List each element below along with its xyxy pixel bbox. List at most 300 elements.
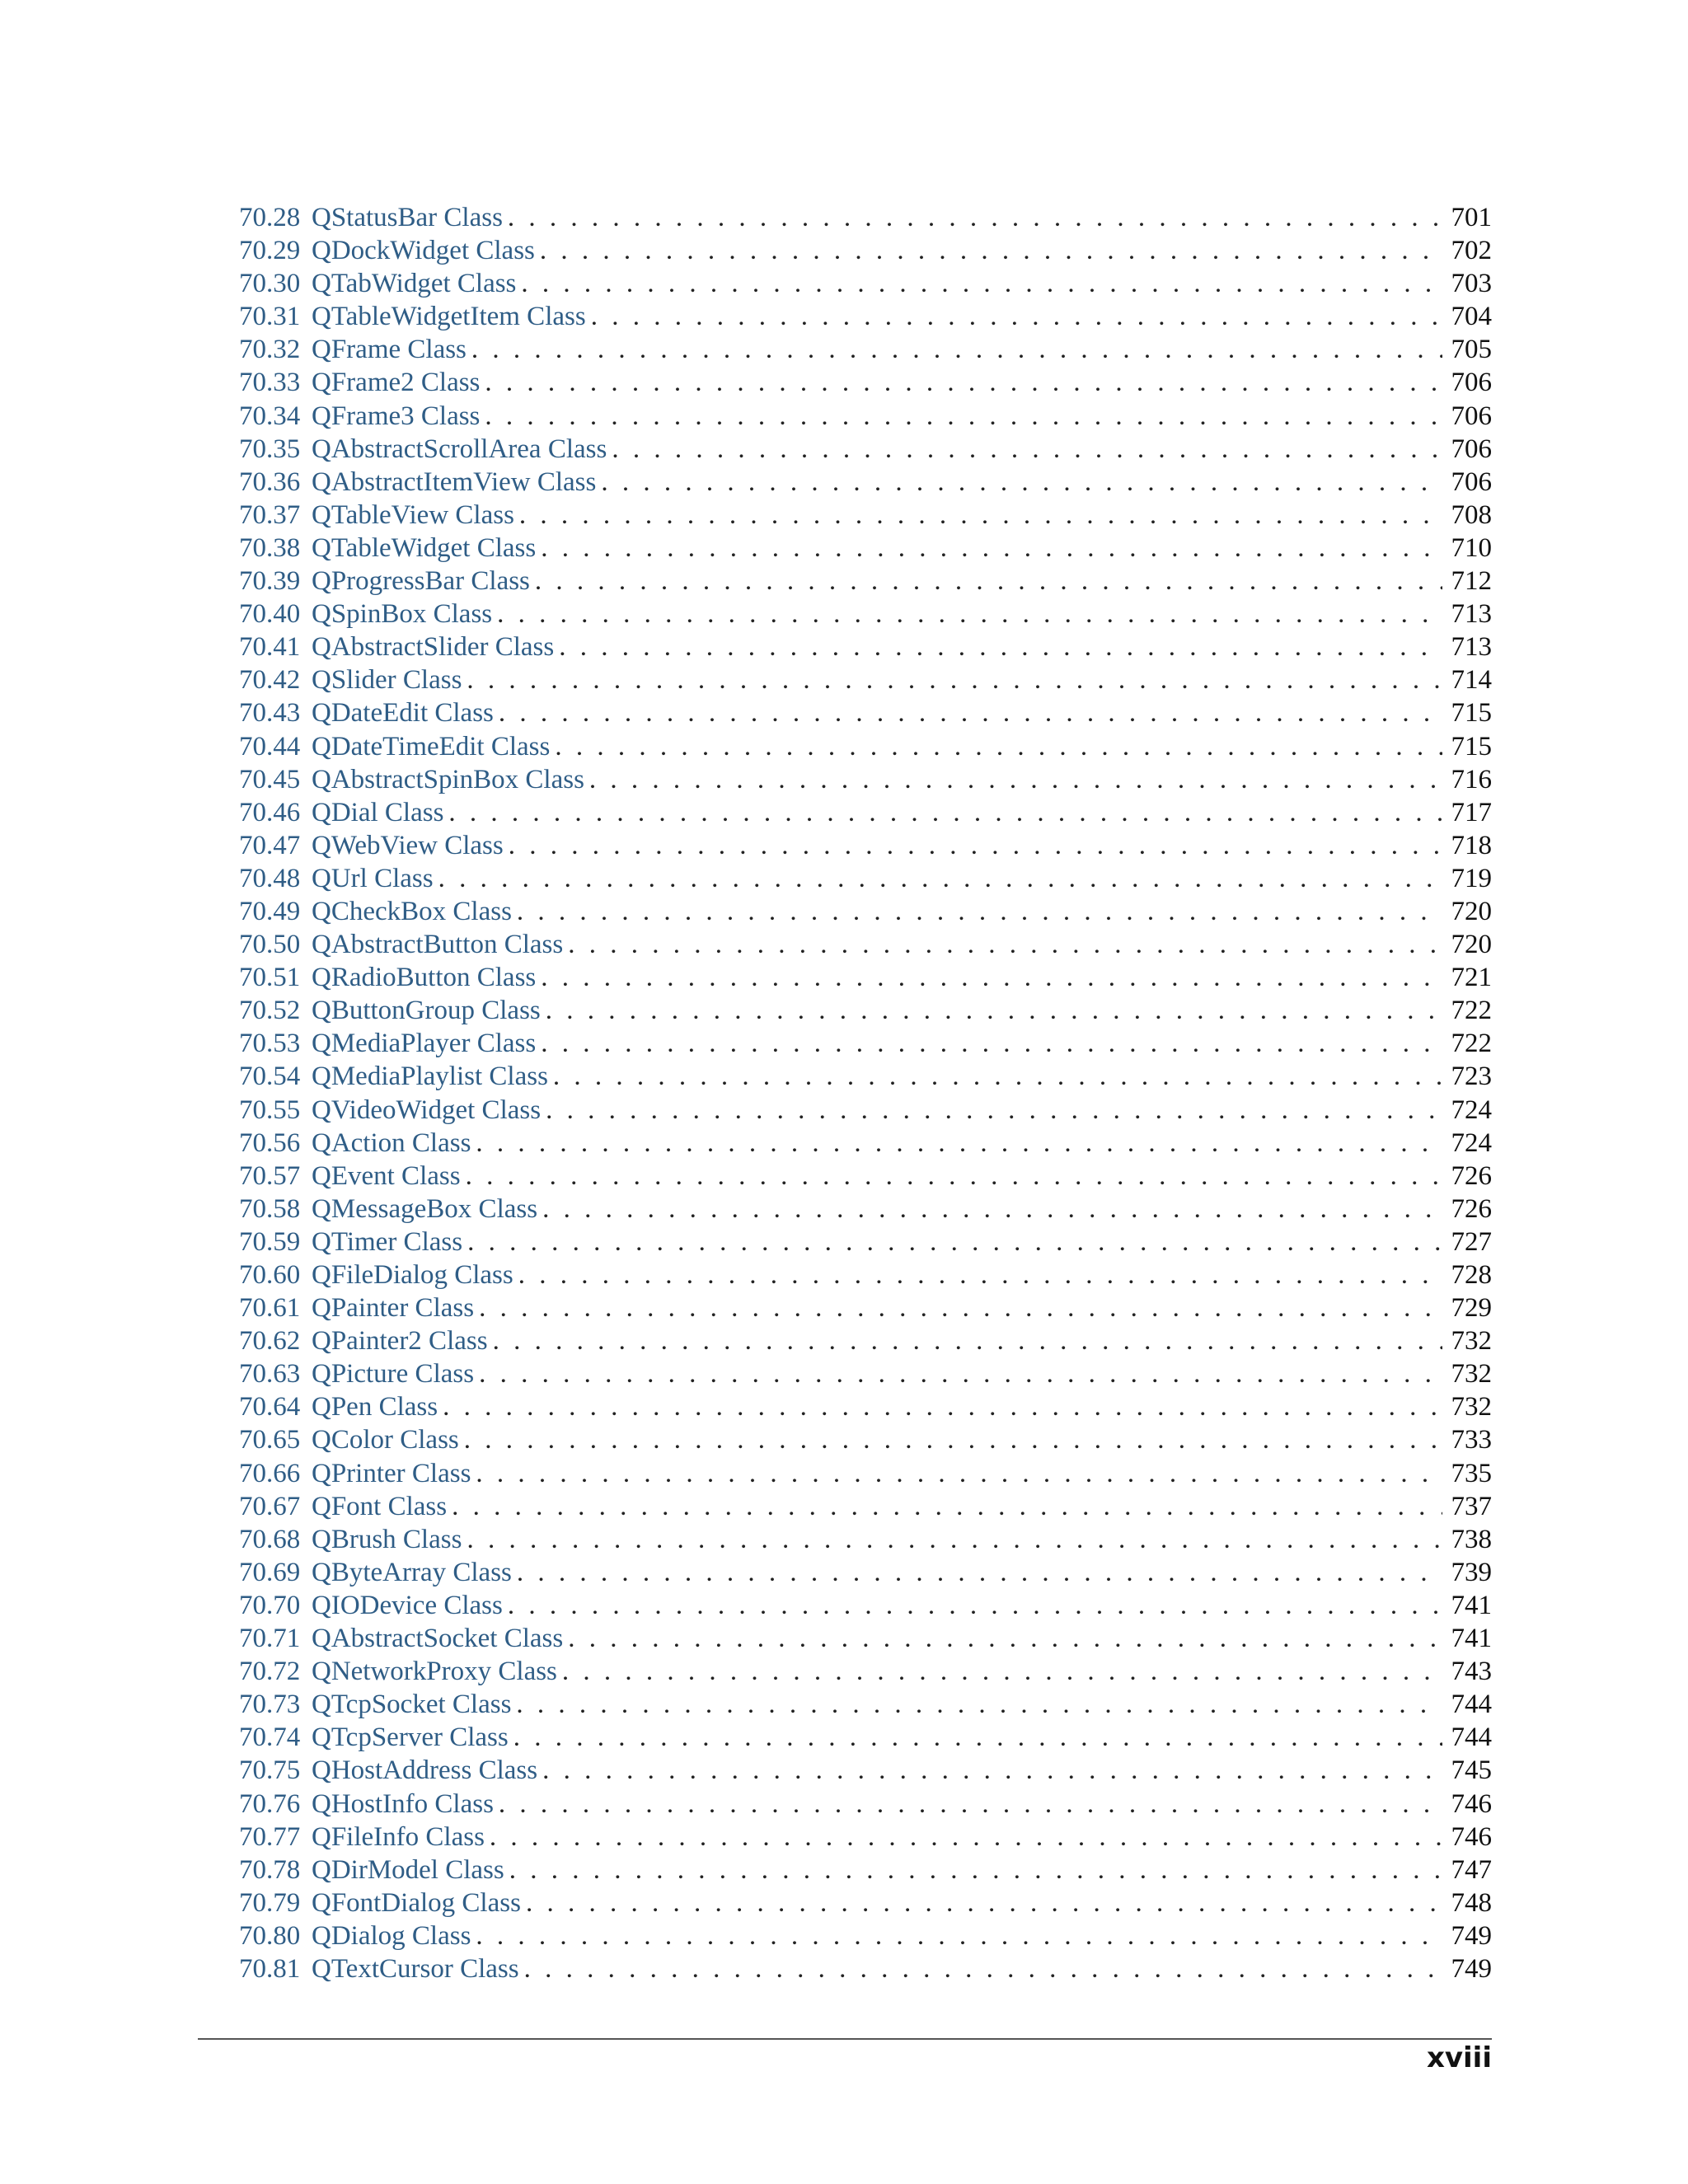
toc-entry-title: QFrame3 Class (312, 401, 481, 431)
toc-entry-title: QVideoWidget Class (312, 1094, 542, 1125)
toc-entry-title: QHostInfo Class (312, 1788, 494, 1819)
dot-leader (471, 333, 1442, 366)
dot-leader (542, 1754, 1442, 1787)
toc-entry (239, 565, 1492, 598)
dot-leader (546, 1094, 1442, 1127)
toc-entry-page: 723 (1451, 1062, 1492, 1092)
toc-entry-link[interactable] (239, 201, 503, 234)
toc-entry-number: 70.54 (239, 1062, 301, 1092)
toc-entry-title: QTableWidget Class (312, 532, 537, 563)
toc-entry (239, 630, 1492, 663)
toc-entry (239, 1754, 1492, 1787)
toc-entry-title: QStatusBar Class (312, 203, 503, 232)
toc-entry-number: 70.34 (239, 401, 301, 431)
toc-entry-title: QMediaPlayer Class (312, 1029, 537, 1059)
toc-entry-number: 70.81 (239, 1953, 301, 1984)
dot-leader (513, 1721, 1442, 1754)
toc-entry-page: 715 (1451, 731, 1492, 762)
toc-entry-title: QNetworkProxy Class (312, 1657, 557, 1687)
toc-entry-number: 70.56 (239, 1127, 301, 1158)
toc-entry (239, 1094, 1492, 1127)
toc-entry-number: 70.29 (239, 236, 301, 266)
toc-entry-number: 70.44 (239, 731, 301, 762)
toc-entry-link[interactable] (239, 1193, 537, 1226)
toc-entry-page: 746 (1451, 1821, 1492, 1852)
toc-entry-page: 739 (1451, 1557, 1492, 1587)
toc-entry-link[interactable] (239, 1523, 462, 1556)
toc-entry-number: 70.80 (239, 1920, 301, 1951)
dot-leader (541, 532, 1442, 565)
dot-leader (464, 1423, 1442, 1456)
toc-entry-title: QPrinter Class (312, 1458, 471, 1488)
toc-entry (239, 1589, 1492, 1622)
toc-entry-number: 70.71 (239, 1624, 301, 1654)
toc-entry-title: QFrame Class (312, 335, 467, 365)
dot-leader (542, 1193, 1442, 1226)
toc-entry-link[interactable] (239, 1556, 512, 1589)
toc-entry-link[interactable] (239, 1094, 541, 1127)
toc-entry-link[interactable] (239, 1821, 485, 1854)
toc-entry-number: 70.42 (239, 665, 301, 696)
toc-entry-link[interactable] (239, 1952, 519, 1985)
dot-leader (499, 696, 1442, 729)
toc-entry-number: 70.50 (239, 930, 301, 960)
dot-leader (485, 366, 1442, 399)
toc-entry-page: 743 (1451, 1657, 1492, 1687)
toc-entry-number: 70.76 (239, 1788, 301, 1819)
toc-entry-number: 70.39 (239, 566, 301, 597)
toc-entry (239, 1060, 1492, 1093)
toc-entry-number: 70.55 (239, 1094, 301, 1125)
toc-entry-page: 702 (1451, 236, 1492, 266)
toc-entry (239, 1423, 1492, 1456)
toc-entry-link[interactable] (239, 565, 530, 598)
toc-entry-page: 706 (1451, 368, 1492, 398)
toc-entry-title: QPicture Class (312, 1359, 475, 1390)
toc-entry-link[interactable] (239, 1622, 563, 1655)
toc-entry-title: QAbstractScrollArea Class (312, 434, 607, 464)
toc-entry-number: 70.63 (239, 1359, 301, 1390)
toc-entry (239, 730, 1492, 763)
toc-entry-link[interactable] (239, 366, 480, 399)
toc-entry-title: QButtonGroup Class (312, 996, 541, 1026)
dot-leader (591, 300, 1442, 333)
toc-entry-number: 70.28 (239, 203, 301, 232)
toc-entry-title: QMessageBox Class (312, 1193, 538, 1224)
dot-leader (535, 565, 1442, 598)
toc-entry-link[interactable] (239, 267, 516, 300)
toc-entry-page: 713 (1451, 632, 1492, 663)
toc-entry (239, 333, 1492, 366)
toc-entry-title: QPen Class (312, 1392, 438, 1422)
toc-entry-link[interactable] (239, 400, 480, 433)
toc-entry-number: 70.45 (239, 764, 301, 794)
toc-entry-title: QTextCursor Class (312, 1953, 519, 1984)
toc-entry-page: 722 (1451, 1029, 1492, 1059)
toc-entry-link[interactable] (239, 1754, 537, 1787)
toc-entry (239, 763, 1492, 796)
toc-entry-link[interactable] (239, 433, 607, 466)
toc-entry-page: 726 (1451, 1160, 1492, 1191)
toc-entry-page: 745 (1451, 1755, 1492, 1786)
dot-leader (497, 598, 1442, 630)
toc-entry-number: 70.62 (239, 1326, 301, 1357)
toc-entry-page: 721 (1451, 963, 1492, 993)
toc-entry-link[interactable] (239, 1788, 494, 1821)
toc-entry-title: QCheckBox Class (312, 896, 512, 926)
toc-entry (239, 1919, 1492, 1952)
dot-leader (612, 433, 1442, 466)
toc-entry-page: 732 (1451, 1326, 1492, 1357)
toc-entry-title: QFileDialog Class (312, 1260, 513, 1290)
toc-entry-link[interactable] (239, 532, 536, 565)
toc-entry-title: QDateTimeEdit Class (312, 731, 551, 762)
toc-entry (239, 862, 1492, 895)
toc-entry-title: QWebView Class (312, 830, 504, 860)
toc-entry-title: QIODevice Class (312, 1590, 503, 1620)
dot-leader (479, 1291, 1442, 1324)
toc-entry-link[interactable] (239, 862, 434, 895)
dot-leader (476, 1919, 1442, 1952)
toc-entry-page: 714 (1451, 665, 1492, 696)
toc-entry-number: 70.75 (239, 1755, 301, 1786)
toc-entry-title: QAbstractButton Class (312, 930, 564, 960)
toc-entry-number: 70.57 (239, 1160, 301, 1191)
toc-entry-page: 748 (1451, 1887, 1492, 1918)
toc-entry-number: 70.59 (239, 1226, 301, 1257)
toc-entry-number: 70.65 (239, 1425, 301, 1455)
toc-entry (239, 1291, 1492, 1324)
toc-entry (239, 201, 1492, 234)
dot-leader (568, 1622, 1442, 1655)
toc-entry-link[interactable] (239, 1357, 474, 1390)
toc-entry (239, 1788, 1492, 1821)
toc-entry-link[interactable] (239, 598, 492, 630)
toc-entry (239, 598, 1492, 630)
toc-entry-number: 70.47 (239, 830, 301, 860)
toc-entry-link[interactable] (239, 1589, 503, 1622)
toc-entry-link[interactable] (239, 300, 586, 333)
toc-entry-number: 70.33 (239, 368, 301, 398)
toc-entry-link[interactable] (239, 1457, 471, 1490)
toc-entry-title: QRadioButton Class (312, 963, 537, 993)
toc-entry-number: 70.74 (239, 1722, 301, 1753)
toc-entry-title: QPainter2 Class (312, 1326, 488, 1357)
toc-entry-number: 70.61 (239, 1293, 301, 1324)
dot-leader (518, 1258, 1442, 1291)
toc-entry-link[interactable] (239, 1886, 521, 1919)
toc-entry-page: 720 (1451, 930, 1492, 960)
toc-entry-number: 70.40 (239, 599, 301, 630)
dot-leader (493, 1324, 1442, 1357)
toc-entry (239, 300, 1492, 333)
dot-leader (555, 730, 1442, 763)
toc-entry-link[interactable] (239, 994, 541, 1027)
toc-entry-number: 70.36 (239, 466, 301, 497)
toc-entry-page: 744 (1451, 1722, 1492, 1753)
dot-leader (467, 1523, 1442, 1556)
toc-entry-page: 727 (1451, 1226, 1492, 1257)
toc-entry (239, 1556, 1492, 1589)
dot-leader (562, 1655, 1442, 1688)
dot-leader (568, 928, 1442, 961)
toc-entry-title: QFontDialog Class (312, 1887, 521, 1918)
toc-entry (239, 1390, 1492, 1423)
dot-leader (509, 1854, 1442, 1886)
dot-leader (490, 1821, 1442, 1854)
toc-entry-link[interactable] (239, 1688, 511, 1721)
toc-entry-link[interactable] (239, 333, 467, 366)
dot-leader (559, 630, 1442, 663)
toc-entry-number: 70.43 (239, 698, 301, 729)
toc-entry-number: 70.77 (239, 1821, 301, 1852)
toc-entry-title: QEvent Class (312, 1160, 461, 1191)
dot-leader (541, 1027, 1442, 1060)
toc-entry-link[interactable] (239, 796, 443, 829)
toc-entry-title: QByteArray Class (312, 1557, 512, 1587)
toc-entry-link[interactable] (239, 1490, 447, 1523)
toc-entry-number: 70.49 (239, 896, 301, 926)
dot-leader (479, 1357, 1442, 1390)
toc-entry (239, 1821, 1492, 1854)
toc-entry-page: 718 (1451, 830, 1492, 860)
toc-entry-title: QAbstractItemView Class (312, 466, 597, 497)
toc-entry-page: 746 (1451, 1788, 1492, 1819)
toc-entry-link[interactable] (239, 1027, 536, 1060)
toc-entry-page: 710 (1451, 532, 1492, 563)
toc-entry (239, 994, 1492, 1027)
toc-entry-page: 712 (1451, 566, 1492, 597)
toc-entry-page: 713 (1451, 599, 1492, 630)
toc-entry-number: 70.64 (239, 1392, 301, 1422)
toc-entry (239, 1688, 1492, 1721)
toc-entry-page: 717 (1451, 797, 1492, 827)
toc-entry-title: QAction Class (312, 1127, 471, 1158)
toc-entry-number: 70.38 (239, 532, 301, 563)
toc-entry-title: QAbstractSlider Class (312, 632, 555, 663)
toc-entry (239, 696, 1492, 729)
toc-entry (239, 961, 1492, 994)
dot-leader (553, 1060, 1442, 1093)
toc-entry (239, 1523, 1492, 1556)
toc-entry (239, 267, 1492, 300)
toc-entry (239, 663, 1492, 696)
toc-entry-number: 70.67 (239, 1491, 301, 1521)
toc-entry (239, 1655, 1492, 1688)
toc-entry-link[interactable] (239, 928, 563, 961)
toc-entry-page: 706 (1451, 466, 1492, 497)
toc-entry-number: 70.41 (239, 632, 301, 663)
dot-leader (589, 763, 1442, 796)
dot-leader (499, 1788, 1442, 1821)
toc-entry-link[interactable] (239, 1324, 488, 1357)
toc-entry (239, 234, 1492, 267)
toc-entry (239, 1622, 1492, 1655)
toc-entry-title: QTimer Class (312, 1226, 463, 1257)
toc-entry (239, 1457, 1492, 1490)
dot-leader (516, 1688, 1442, 1721)
toc-entry-page: 741 (1451, 1624, 1492, 1654)
toc-entry-link[interactable] (239, 499, 514, 532)
toc-entry-link[interactable] (239, 730, 550, 763)
toc-entry-title: QTableView Class (312, 499, 514, 530)
toc-entry-page: 728 (1451, 1260, 1492, 1290)
toc-entry-link[interactable] (239, 1060, 548, 1093)
toc-entry-page: 706 (1451, 434, 1492, 464)
toc-entry (239, 366, 1492, 399)
toc-entry-page: 703 (1451, 269, 1492, 299)
toc-entry-link[interactable] (239, 763, 584, 796)
dot-leader (508, 1589, 1442, 1622)
toc-entry-link[interactable] (239, 1919, 471, 1952)
toc-entry-link[interactable] (239, 234, 535, 267)
dot-leader (601, 466, 1442, 499)
toc-entry (239, 1226, 1492, 1258)
toc-entry-link[interactable] (239, 1226, 462, 1258)
toc-entry-number: 70.60 (239, 1260, 301, 1290)
dot-leader (508, 201, 1442, 234)
dot-leader (521, 267, 1442, 300)
toc-entry-page: 715 (1451, 698, 1492, 729)
toc-entry-link[interactable] (239, 1423, 459, 1456)
toc-entry-page: 719 (1451, 863, 1492, 893)
toc-entry-number: 70.37 (239, 499, 301, 530)
toc-entry-link[interactable] (239, 1390, 438, 1423)
toc-entry-link[interactable] (239, 466, 596, 499)
toc-entry (239, 1160, 1492, 1193)
toc-entry-title: QDateEdit Class (312, 698, 494, 729)
toc-entry-title: QSlider Class (312, 665, 462, 696)
table-of-contents (239, 201, 1492, 1985)
dot-leader (438, 862, 1442, 895)
toc-entry-number: 70.31 (239, 302, 301, 332)
toc-entry (239, 1886, 1492, 1919)
toc-entry-title: QDockWidget Class (312, 236, 535, 266)
toc-entry-page: 701 (1451, 203, 1492, 232)
toc-entry-title: QSpinBox Class (312, 599, 493, 630)
toc-entry-title: QFileInfo Class (312, 1821, 485, 1852)
toc-entry-page: 733 (1451, 1425, 1492, 1455)
toc-entry-number: 70.78 (239, 1854, 301, 1885)
toc-entry-title: QDirModel Class (312, 1854, 504, 1885)
toc-entry-page: 749 (1451, 1953, 1492, 1984)
toc-entry (239, 1721, 1492, 1754)
toc-entry (239, 1952, 1492, 1985)
toc-entry-title: QUrl Class (312, 863, 434, 893)
toc-entry-number: 70.70 (239, 1590, 301, 1620)
toc-entry-number: 70.69 (239, 1557, 301, 1587)
toc-entry-link[interactable] (239, 895, 512, 928)
toc-entry-number: 70.68 (239, 1524, 301, 1554)
dot-leader (546, 994, 1442, 1027)
toc-entry-page: 735 (1451, 1458, 1492, 1488)
toc-entry-page: 724 (1451, 1094, 1492, 1125)
dot-leader (476, 1457, 1442, 1490)
toc-entry-title: QTabWidget Class (312, 269, 517, 299)
dot-leader (443, 1390, 1442, 1423)
toc-entry-number: 70.48 (239, 863, 301, 893)
toc-entry-page: 706 (1451, 401, 1492, 431)
toc-entry-link[interactable] (239, 1655, 557, 1688)
toc-entry-page: 738 (1451, 1524, 1492, 1554)
toc-entry (239, 1258, 1492, 1291)
toc-entry (239, 433, 1492, 466)
toc-entry-page: 737 (1451, 1491, 1492, 1521)
toc-entry-page: 744 (1451, 1690, 1492, 1720)
toc-entry-page: 720 (1451, 896, 1492, 926)
toc-entry-page: 722 (1451, 996, 1492, 1026)
toc-entry-title: QTableWidgetItem Class (312, 302, 586, 332)
dot-leader (524, 1952, 1442, 1985)
toc-entry-title: QHostAddress Class (312, 1755, 538, 1786)
dot-leader (519, 499, 1442, 532)
toc-entry-page: 726 (1451, 1193, 1492, 1224)
toc-entry-page: 749 (1451, 1920, 1492, 1951)
toc-entry-page: 708 (1451, 499, 1492, 530)
dot-leader (476, 1127, 1442, 1160)
toc-entry-link[interactable] (239, 1291, 474, 1324)
toc-entry-page: 716 (1451, 764, 1492, 794)
toc-entry-number: 70.79 (239, 1887, 301, 1918)
toc-entry (239, 532, 1492, 565)
toc-entry-link[interactable] (239, 1127, 471, 1160)
dot-leader (466, 1160, 1442, 1193)
toc-entry-link[interactable] (239, 630, 554, 663)
footer-divider (198, 2038, 1492, 2040)
toc-entry-link[interactable] (239, 1721, 509, 1754)
toc-entry-page: 729 (1451, 1293, 1492, 1324)
toc-entry-title: QTcpServer Class (312, 1722, 509, 1753)
dot-leader (540, 234, 1442, 267)
toc-entry-title: QTcpSocket Class (312, 1690, 512, 1720)
toc-entry-link[interactable] (239, 829, 504, 862)
toc-entry-page: 704 (1451, 302, 1492, 332)
toc-entry-link[interactable] (239, 1160, 461, 1193)
toc-entry-title: QProgressBar Class (312, 566, 530, 597)
toc-entry (239, 1193, 1492, 1226)
toc-entry-title: QDialog Class (312, 1920, 471, 1951)
toc-entry-link[interactable] (239, 663, 462, 696)
toc-entry-link[interactable] (239, 1258, 513, 1291)
toc-entry-page: 705 (1451, 335, 1492, 365)
dot-leader (452, 1490, 1442, 1523)
toc-entry-page: 732 (1451, 1359, 1492, 1390)
toc-entry-number: 70.32 (239, 335, 301, 365)
toc-entry-number: 70.58 (239, 1193, 301, 1224)
toc-entry-link[interactable] (239, 961, 536, 994)
dot-leader (485, 400, 1442, 433)
toc-entry (239, 928, 1492, 961)
dot-leader (517, 895, 1442, 928)
toc-entry-page: 724 (1451, 1127, 1492, 1158)
toc-entry-link[interactable] (239, 696, 494, 729)
dot-leader (541, 961, 1442, 994)
toc-entry-title: QColor Class (312, 1425, 459, 1455)
toc-entry (239, 1854, 1492, 1886)
toc-entry (239, 1027, 1492, 1060)
toc-entry-title: QAbstractSpinBox Class (312, 764, 584, 794)
toc-entry (239, 796, 1492, 829)
toc-entry (239, 895, 1492, 928)
toc-entry (239, 829, 1492, 862)
toc-entry-title: QBrush Class (312, 1524, 462, 1554)
toc-entry (239, 1490, 1492, 1523)
toc-entry-link[interactable] (239, 1854, 504, 1886)
toc-entry-page: 747 (1451, 1854, 1492, 1885)
toc-entry-title: QPainter Class (312, 1293, 475, 1324)
toc-entry (239, 466, 1492, 499)
dot-leader (509, 829, 1442, 862)
